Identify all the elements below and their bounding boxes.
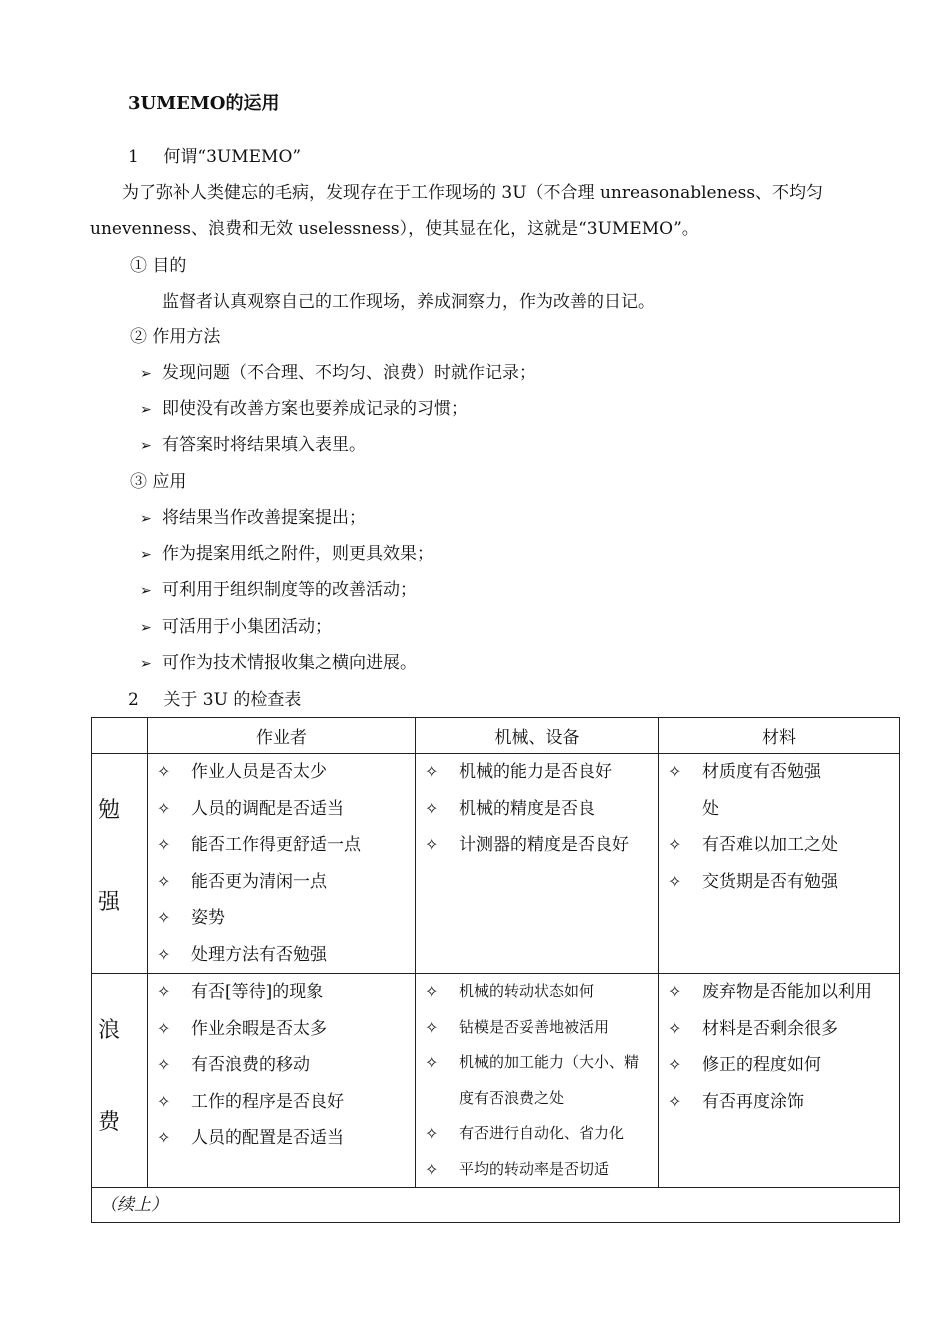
method-heading: ② 作用方法	[130, 327, 221, 347]
method-item	[140, 394, 468, 419]
list-item	[148, 900, 415, 937]
list-item	[416, 1152, 658, 1188]
application-item	[140, 539, 434, 564]
list-item-text: 交货期是否有勉强	[702, 871, 838, 892]
section-1-number: 1	[128, 147, 139, 167]
section-2-number: 2	[128, 690, 139, 710]
list-item-text: 机械的转动状态如何	[459, 982, 595, 1000]
diamond-icon: ✧	[157, 908, 171, 927]
arrow-bullet-icon: ➢	[140, 438, 152, 454]
list-item	[148, 937, 415, 974]
cell-waste-material	[659, 974, 900, 1188]
diamond-icon: ✧	[157, 1018, 171, 1038]
diamond-icon: ✧	[668, 871, 682, 891]
list-item	[416, 827, 658, 864]
method-item-text: 即使没有改善方案也要养成记录的习惯；	[162, 399, 468, 419]
list-item-text: 机械的能力是否良好	[459, 762, 612, 782]
list-item-text: 人员的调配是否适当	[191, 798, 344, 819]
application-item-text: 将结果当作改善提案提出；	[162, 508, 366, 528]
table-header-row	[92, 718, 900, 754]
method-item-text: 发现问题（不合理、不均匀、浪费）时就作记录；	[162, 363, 536, 383]
method-item	[140, 430, 366, 455]
header-worker: 作业者	[148, 718, 416, 754]
application-heading: ③ 应用	[130, 472, 187, 492]
method-item-text: 有答案时将结果填入表里。	[162, 435, 366, 455]
arrow-bullet-icon: ➢	[140, 656, 152, 672]
list-item	[659, 1084, 899, 1121]
diamond-icon: ✧	[157, 1055, 171, 1074]
diamond-icon: ✧	[157, 1091, 171, 1111]
list-item	[659, 864, 899, 901]
table-continued-row	[92, 1188, 900, 1223]
diamond-icon: ✧	[425, 798, 439, 818]
list-item-text: 人员的配置是否适当	[191, 1128, 344, 1148]
cell-waste-machine	[416, 974, 659, 1188]
arrow-bullet-icon: ➢	[140, 402, 152, 418]
diamond-icon: ✧	[157, 835, 171, 854]
method-item	[140, 358, 536, 383]
list-item	[148, 754, 415, 791]
diamond-icon: ✧	[668, 1055, 682, 1074]
application-item	[140, 575, 417, 600]
list-item	[659, 754, 899, 827]
section-1-heading	[128, 142, 301, 167]
cell-waste-worker	[148, 974, 416, 1188]
list-item-text: 处理方法有否勉强	[191, 944, 327, 965]
list-item-text: 能否工作得更舒适一点	[191, 835, 361, 855]
cell-strain-worker	[148, 754, 416, 974]
application-item-text: 可作为技术情报收集之横向进展。	[162, 653, 417, 673]
list-item	[659, 1011, 899, 1048]
list-item	[659, 827, 899, 864]
section-2-text: 关于 3U 的检查表	[163, 690, 302, 710]
list-item	[416, 791, 658, 828]
list-item-text: 有否难以加工之处	[702, 835, 838, 855]
diamond-icon: ✧	[425, 1017, 439, 1037]
table-row-waste	[92, 974, 900, 1188]
diamond-icon: ✧	[157, 982, 171, 1001]
row-label-char: 费	[98, 1110, 121, 1135]
section-2-heading	[128, 685, 301, 710]
diamond-icon: ✧	[425, 982, 439, 1001]
diamond-icon: ✧	[157, 798, 171, 818]
application-item-text: 可活用于小集团活动；	[162, 617, 332, 637]
arrow-bullet-icon: ➢	[140, 366, 152, 382]
document-title: 3UMEMO的运用	[128, 93, 280, 114]
list-item-text: 材料是否剩余很多	[702, 1018, 838, 1039]
row-label-char: 强	[98, 890, 121, 915]
purpose-heading: ① 目的	[130, 256, 187, 276]
list-item-text: 有否浪费的移动	[191, 1055, 310, 1075]
diamond-icon: ✧	[668, 835, 682, 854]
3u-checklist-table	[91, 717, 900, 1223]
list-item	[148, 864, 415, 901]
diamond-icon: ✧	[668, 982, 682, 1001]
list-item-text: 工作的程序是否良好	[191, 1091, 344, 1112]
list-item	[148, 827, 415, 864]
list-item-text: 作业人员是否太少	[191, 762, 327, 782]
list-item	[659, 974, 899, 1011]
list-item-text: 有否进行自动化、省力化	[459, 1124, 625, 1142]
list-item-text: 计测器的精度是否良好	[459, 835, 629, 855]
diamond-icon: ✧	[157, 944, 171, 964]
application-item-text: 作为提案用纸之附件，则更具效果；	[162, 544, 434, 564]
list-item-text: 废弃物是否能加以利用	[702, 982, 872, 1002]
list-item	[416, 754, 658, 791]
table-row-strain	[92, 754, 900, 974]
diamond-icon: ✧	[425, 762, 439, 781]
arrow-bullet-icon: ➢	[140, 547, 152, 563]
row-label-char: 勉	[98, 798, 121, 823]
list-item	[148, 791, 415, 828]
list-item	[148, 1084, 415, 1121]
list-item	[148, 1120, 415, 1157]
arrow-bullet-icon: ➢	[140, 620, 152, 636]
diamond-icon: ✧	[425, 1159, 439, 1179]
application-item	[140, 612, 332, 637]
diamond-icon: ✧	[668, 1018, 682, 1038]
diamond-icon: ✧	[425, 835, 439, 854]
diamond-icon: ✧	[157, 871, 171, 891]
section-1-text: 何谓“3UMEMO”	[163, 147, 302, 167]
diamond-icon: ✧	[425, 1124, 439, 1143]
diamond-icon: ✧	[425, 1053, 439, 1072]
header-machine: 机械、设备	[416, 718, 659, 754]
row-label-char: 浪	[98, 1018, 121, 1043]
diamond-icon: ✧	[157, 762, 171, 781]
list-item	[416, 1010, 658, 1046]
list-item	[416, 974, 658, 1010]
row-label-waste	[92, 974, 148, 1188]
diamond-icon: ✧	[157, 1128, 171, 1147]
list-item	[416, 1045, 658, 1116]
list-item	[416, 1116, 658, 1152]
list-item	[148, 1011, 415, 1048]
header-corner	[92, 718, 148, 754]
header-material: 材料	[659, 718, 900, 754]
list-item-text: 有否[等待]的现象	[191, 982, 324, 1002]
list-item	[148, 1047, 415, 1084]
list-item	[659, 1047, 899, 1084]
intro-line-1: 为了弥补人类健忘的毛病，发现存在于工作现场的 3U（不合理 unreasonableness、不均匀	[122, 183, 824, 203]
row-label-strain	[92, 754, 148, 974]
diamond-icon: ✧	[668, 762, 682, 781]
application-item-text: 可利用于组织制度等的改善活动；	[162, 580, 417, 600]
list-item-text: 材质度有否勉强处	[702, 762, 821, 819]
list-item-text: 机械的加工能力（大小、精度有否浪费之处	[459, 1053, 640, 1107]
list-item-text: 有否再度涂饰	[702, 1091, 804, 1112]
continued-note: （续上）	[92, 1188, 900, 1223]
purpose-text: 监督者认真观察自己的工作现场，养成洞察力，作为改善的日记。	[162, 292, 655, 312]
application-item	[140, 503, 366, 528]
diamond-icon: ✧	[668, 1091, 682, 1111]
list-item-text: 平均的转动率是否切适	[459, 1159, 610, 1178]
arrow-bullet-icon: ➢	[140, 511, 152, 527]
list-item-text: 能否更为清闲一点	[191, 871, 327, 892]
list-item-text: 钻模是否妥善地被活用	[459, 1017, 610, 1036]
cell-strain-material	[659, 754, 900, 974]
list-item-text: 作业余暇是否太多	[191, 1018, 327, 1039]
list-item-text: 修正的程度如何	[702, 1055, 821, 1075]
list-item-text: 姿势	[191, 908, 225, 928]
list-item	[148, 974, 415, 1011]
application-item	[140, 648, 417, 673]
list-item-text: 机械的精度是否良	[459, 798, 595, 819]
cell-strain-machine	[416, 754, 659, 974]
intro-line-2: unevenness、浪费和无效 uselessness），使其显在化，这就是“3UMEMO”。	[90, 219, 699, 239]
arrow-bullet-icon: ➢	[140, 583, 152, 599]
